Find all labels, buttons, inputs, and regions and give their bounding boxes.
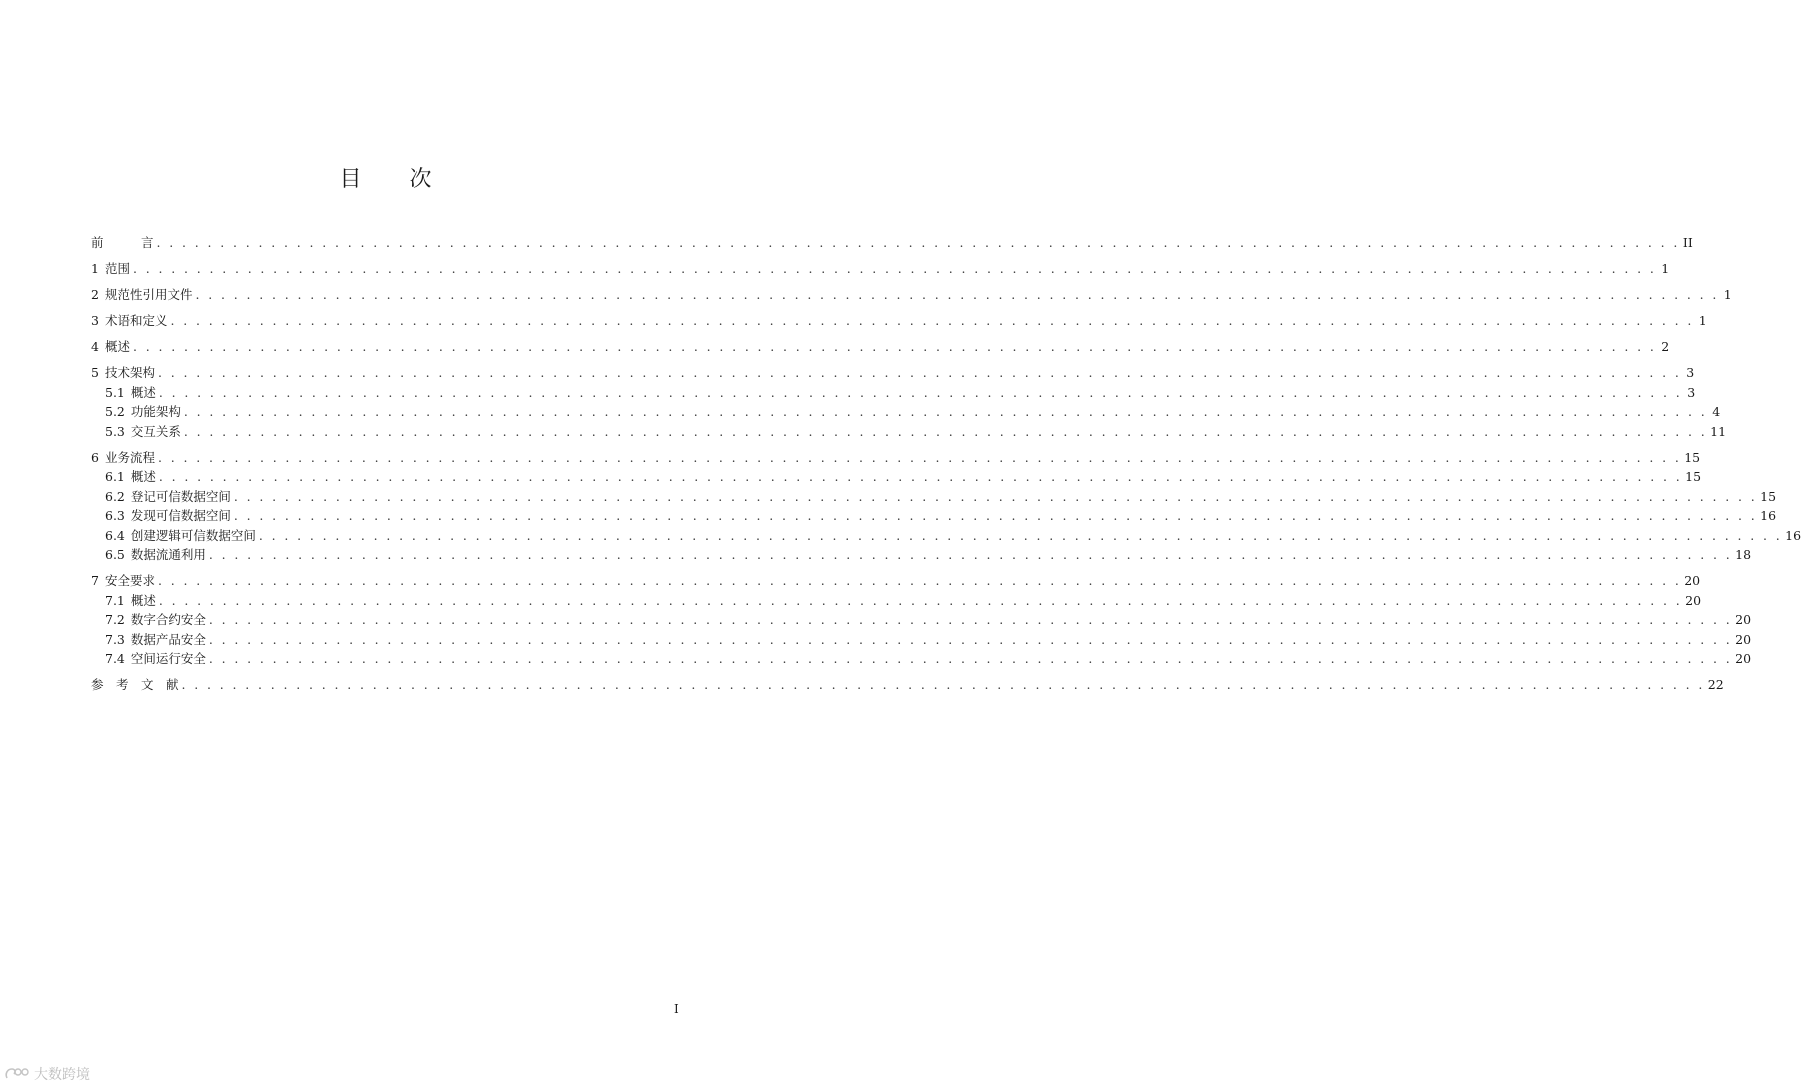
toc-entry-title: 发现可信数据空间: [130, 508, 231, 523]
toc-entry-number: 6.1: [105, 469, 125, 484]
toc-leader-dots: . . . . . . . . . . . . . . . . . . . . . . . . . . . . . . . . . . . . . . . . . . . . . . . . . . . . . . . . . . . . . . . . . . . . . . . . . . . . . . . . . . . . . . . . . . . . . . . . . . . . . . . . . . . . . . . . . . . . . . . .: [158, 384, 1683, 400]
toc-leader-dots: . . . . . . . . . . . . . . . . . . . . . . . . . . . . . . . . . . . . . . . . . . . . . . . . . . . . . . . . . . . . . . . . . . . . . . . . . . . . . . . . . . . . . . . . . . . . . . . . . . . . . . . . . . . . . . . . . . . . . . . .: [181, 677, 1705, 692]
toc-entry[interactable]: [91, 487, 1777, 507]
toc-entry-number: 6: [91, 449, 99, 465]
page-title: [0, 162, 771, 193]
toc-entry-number: 5.3: [105, 423, 125, 439]
toc-entry-title: 规范性引用文件: [104, 287, 193, 302]
toc-entry-page: 16: [1760, 508, 1777, 523]
toc-entry[interactable]: [91, 448, 1701, 468]
toc-entry[interactable]: [91, 363, 1695, 383]
toc-entry[interactable]: [91, 610, 1752, 630]
toc-entry-page: 4: [1712, 404, 1721, 419]
toc-leader-dots: . . . . . . . . . . . . . . . . . . . . . . . . . . . . . . . . . . . . . . . . . . . . . . . . . . . . . . . . . . . . . . . . . . . . . . . . . . . . . . . . . . . . . . . . . . . . . . . . . . . . . . . . . . . . . . . . . . . . . . . .: [233, 508, 1758, 523]
toc-entry[interactable]: [91, 571, 1701, 591]
toc-leader-dots: . . . . . . . . . . . . . . . . . . . . . . . . . . . . . . . . . . . . . . . . . . . . . . . . . . . . . . . . . . . . . . . . . . . . . . . . . . . . . . . . . . . . . . . . . . . . . . . . . . . . . . . . . . . . . . . . . . . . . . . .: [208, 651, 1733, 666]
toc-entry-number: 1: [91, 261, 99, 276]
toc-leader-dots: . . . . . . . . . . . . . . . . . . . . . . . . . . . . . . . . . . . . . . . . . . . . . . . . . . . . . . . . . . . . . . . . . . . . . . . . . . . . . . . . . . . . . . . . . . . . . . . . . . . . . . . . . . . . . . . . . . . . . . . .: [183, 423, 1708, 439]
toc-entry-title: 参 考 文 献: [91, 677, 179, 692]
toc-entry-page: 3: [1687, 384, 1696, 400]
toc-entry-page: 18: [1735, 547, 1752, 562]
toc-entry-number: 6.3: [105, 508, 125, 523]
toc-entry-number: 7.4: [105, 651, 125, 666]
toc-entry[interactable]: [91, 311, 1707, 331]
toc-entry-page: 3: [1686, 365, 1695, 380]
toc-entry-title: 业务流程: [104, 449, 155, 465]
toc-entry[interactable]: [91, 506, 1777, 526]
watermark-text: 大数跨境: [34, 1067, 90, 1083]
toc-entry-title: 安全要求: [104, 573, 155, 588]
toc-leader-dots: . . . . . . . . . . . . . . . . . . . . . . . . . . . . . . . . . . . . . . . . . . . . . . . . . . . . . . . . . . . . . . . . . . . . . . . . . . . . . . . . . . . . . . . . . . . . . . . . . . . . . . . . . . . . . . . . . . . . . . . .: [195, 287, 1719, 302]
toc-entry[interactable]: [91, 259, 1670, 279]
toc-entry-page: II: [1682, 235, 1693, 250]
toc-leader-dots: . . . . . . . . . . . . . . . . . . . . . . . . . . . . . . . . . . . . . . . . . . . . . . . . . . . . . . . . . . . . . . . . . . . . . . . . . . . . . . . . . . . . . . . . . . . . . . . . . . . . . . . . . . . . . . . . . . . . . . . .: [156, 235, 1680, 250]
toc-entry[interactable]: [91, 545, 1752, 565]
toc-entry-page: 15: [1684, 449, 1701, 465]
toc-entry-page: 11: [1710, 423, 1727, 439]
toc-entry-page: 1: [1698, 313, 1707, 328]
toc-leader-dots: . . . . . . . . . . . . . . . . . . . . . . . . . . . . . . . . . . . . . . . . . . . . . . . . . . . . . . . . . . . . . . . . . . . . . . . . . . . . . . . . . . . . . . . . . . . . . . . . . . . . . . . . . . . . . . . . . . . . . . . .: [158, 592, 1683, 608]
toc-leader-dots: . . . . . . . . . . . . . . . . . . . . . . . . . . . . . . . . . . . . . . . . . . . . . . . . . . . . . . . . . . . . . . . . . . . . . . . . . . . . . . . . . . . . . . . . . . . . . . . . . . . . . . . . . . . . . . . . . . . . . . . .: [233, 488, 1758, 504]
toc-entry[interactable]: [91, 337, 1670, 357]
toc-leader-dots: . . . . . . . . . . . . . . . . . . . . . . . . . . . . . . . . . . . . . . . . . . . . . . . . . . . . . . . . . . . . . . . . . . . . . . . . . . . . . . . . . . . . . . . . . . . . . . . . . . . . . . . . . . . . . . . . . . . . . . . .: [170, 313, 1694, 328]
toc-entry-page: 20: [1735, 631, 1752, 647]
title-char-1: 目: [339, 167, 362, 192]
page-number: I: [674, 1002, 679, 1016]
toc-leader-dots: . . . . . . . . . . . . . . . . . . . . . . . . . . . . . . . . . . . . . . . . . . . . . . . . . . . . . . . . . . . . . . . . . . . . . . . . . . . . . . . . . . . . . . . . . . . . . . . . . . . . . . . . . . . . . . . . . . . . . . . .: [183, 404, 1708, 419]
watermark: [4, 1064, 90, 1084]
toc-entry-page: 22: [1707, 677, 1724, 692]
toc-entry-number: 5.2: [105, 404, 125, 419]
toc-entry-title: 空间运行安全: [130, 651, 206, 666]
toc-entry-number: 2: [91, 287, 99, 302]
toc-entry-number: 7.1: [105, 592, 125, 608]
toc-leader-dots: . . . . . . . . . . . . . . . . . . . . . . . . . . . . . . . . . . . . . . . . . . . . . . . . . . . . . . . . . . . . . . . . . . . . . . . . . . . . . . . . . . . . . . . . . . . . . . . . . . . . . . . . . . . . . . . . . . . . . . . .: [158, 469, 1683, 484]
toc-entry-title: 范围: [104, 261, 130, 276]
toc-entry-number: 7: [91, 573, 99, 588]
toc-entry-title: 术语和定义: [104, 313, 168, 328]
toc-entry-page: 15: [1685, 469, 1702, 484]
toc-entry-number: 3: [91, 313, 99, 328]
toc-entry-page: 20: [1735, 651, 1752, 666]
toc-entry-page: 1: [1723, 287, 1732, 302]
toc-leader-dots: . . . . . . . . . . . . . . . . . . . . . . . . . . . . . . . . . . . . . . . . . . . . . . . . . . . . . . . . . . . . . . . . . . . . . . . . . . . . . . . . . . . . . . . . . . . . . . . . . . . . . . . . . . . . . . . . . . . . . . . .: [157, 449, 1682, 465]
toc-leader-dots: . . . . . . . . . . . . . . . . . . . . . . . . . . . . . . . . . . . . . . . . . . . . . . . . . . . . . . . . . . . . . . . . . . . . . . . . . . . . . . . . . . . . . . . . . . . . . . . . . . . . . . . . . . . . . . . . . . . . . . . .: [157, 573, 1682, 588]
toc-entry-title: 数据产品安全: [130, 631, 206, 647]
toc-entry-title: 数据流通利用: [130, 547, 206, 562]
toc-entry[interactable]: [91, 383, 1696, 403]
toc-leader-dots: . . . . . . . . . . . . . . . . . . . . . . . . . . . . . . . . . . . . . . . . . . . . . . . . . . . . . . . . . . . . . . . . . . . . . . . . . . . . . . . . . . . . . . . . . . . . . . . . . . . . . . . . . . . . . . . . . . . . . . . .: [208, 631, 1733, 647]
toc-entry-number: 5.1: [105, 384, 125, 400]
toc-entry[interactable]: [91, 675, 1724, 695]
toc-leader-dots: . . . . . . . . . . . . . . . . . . . . . . . . . . . . . . . . . . . . . . . . . . . . . . . . . . . . . . . . . . . . . . . . . . . . . . . . . . . . . . . . . . . . . . . . . . . . . . . . . . . . . . . . . . . . . . . . . . . . . . . .: [258, 527, 1783, 543]
toc-entry-title: 交互关系: [130, 423, 181, 439]
toc-entry[interactable]: [91, 402, 1721, 422]
toc-entry-number: 7.2: [105, 612, 125, 627]
title-char-2: 次: [409, 167, 432, 192]
toc-entry-title: 登记可信数据空间: [130, 488, 231, 504]
toc-entry-title: 功能架构: [130, 404, 181, 419]
toc-entry-page: 16: [1785, 527, 1801, 543]
toc-entry-page: 20: [1735, 612, 1752, 627]
toc-entry-title: 创建逻辑可信数据空间: [130, 527, 256, 543]
watermark-logo-icon: [4, 1066, 30, 1082]
toc-entry-title: 技术架构: [104, 365, 155, 380]
toc-entry-number: 6.4: [105, 527, 125, 543]
toc-entry-title: 概述: [130, 592, 156, 608]
toc-entry-number: 5: [91, 365, 99, 380]
toc-entry[interactable]: [91, 422, 1727, 442]
toc-entry-number: 7.3: [105, 631, 125, 647]
toc-entry[interactable]: [91, 526, 1801, 546]
toc-entry[interactable]: [91, 233, 1693, 253]
toc-entry[interactable]: [91, 591, 1702, 611]
toc-entry-page: 15: [1760, 488, 1777, 504]
toc-entry-page: 20: [1685, 592, 1702, 608]
toc-entry-title: 概述: [130, 469, 156, 484]
toc-entry[interactable]: [91, 285, 1732, 305]
toc-entry[interactable]: [91, 467, 1702, 487]
toc-entry-number: 4: [91, 339, 99, 354]
toc-entry[interactable]: [91, 649, 1752, 669]
toc-leader-dots: . . . . . . . . . . . . . . . . . . . . . . . . . . . . . . . . . . . . . . . . . . . . . . . . . . . . . . . . . . . . . . . . . . . . . . . . . . . . . . . . . . . . . . . . . . . . . . . . . . . . . . . . . . . . . . . . . . . . . . . .: [132, 261, 1657, 276]
toc-leader-dots: . . . . . . . . . . . . . . . . . . . . . . . . . . . . . . . . . . . . . . . . . . . . . . . . . . . . . . . . . . . . . . . . . . . . . . . . . . . . . . . . . . . . . . . . . . . . . . . . . . . . . . . . . . . . . . . . . . . . . . . .: [208, 547, 1733, 562]
toc-leader-dots: . . . . . . . . . . . . . . . . . . . . . . . . . . . . . . . . . . . . . . . . . . . . . . . . . . . . . . . . . . . . . . . . . . . . . . . . . . . . . . . . . . . . . . . . . . . . . . . . . . . . . . . . . . . . . . . . . . . . . . . .: [208, 612, 1733, 627]
table-of-contents: [91, 233, 1801, 695]
toc-entry[interactable]: [91, 630, 1752, 650]
toc-entry-title: 概述: [130, 384, 156, 400]
toc-entry-number: 6.2: [105, 488, 125, 504]
toc-entry-number: 6.5: [105, 547, 125, 562]
toc-entry-page: 20: [1684, 573, 1701, 588]
toc-leader-dots: . . . . . . . . . . . . . . . . . . . . . . . . . . . . . . . . . . . . . . . . . . . . . . . . . . . . . . . . . . . . . . . . . . . . . . . . . . . . . . . . . . . . . . . . . . . . . . . . . . . . . . . . . . . . . . . . . . . . . . . .: [132, 339, 1657, 354]
toc-leader-dots: . . . . . . . . . . . . . . . . . . . . . . . . . . . . . . . . . . . . . . . . . . . . . . . . . . . . . . . . . . . . . . . . . . . . . . . . . . . . . . . . . . . . . . . . . . . . . . . . . . . . . . . . . . . . . . . . . . . . . . . .: [157, 365, 1682, 380]
toc-entry-title: 前 言: [91, 235, 154, 250]
toc-entry-title: 概述: [104, 339, 130, 354]
toc-entry-page: 2: [1661, 339, 1670, 354]
toc-entry-page: 1: [1661, 261, 1670, 276]
toc-entry-title: 数字合约安全: [130, 612, 206, 627]
